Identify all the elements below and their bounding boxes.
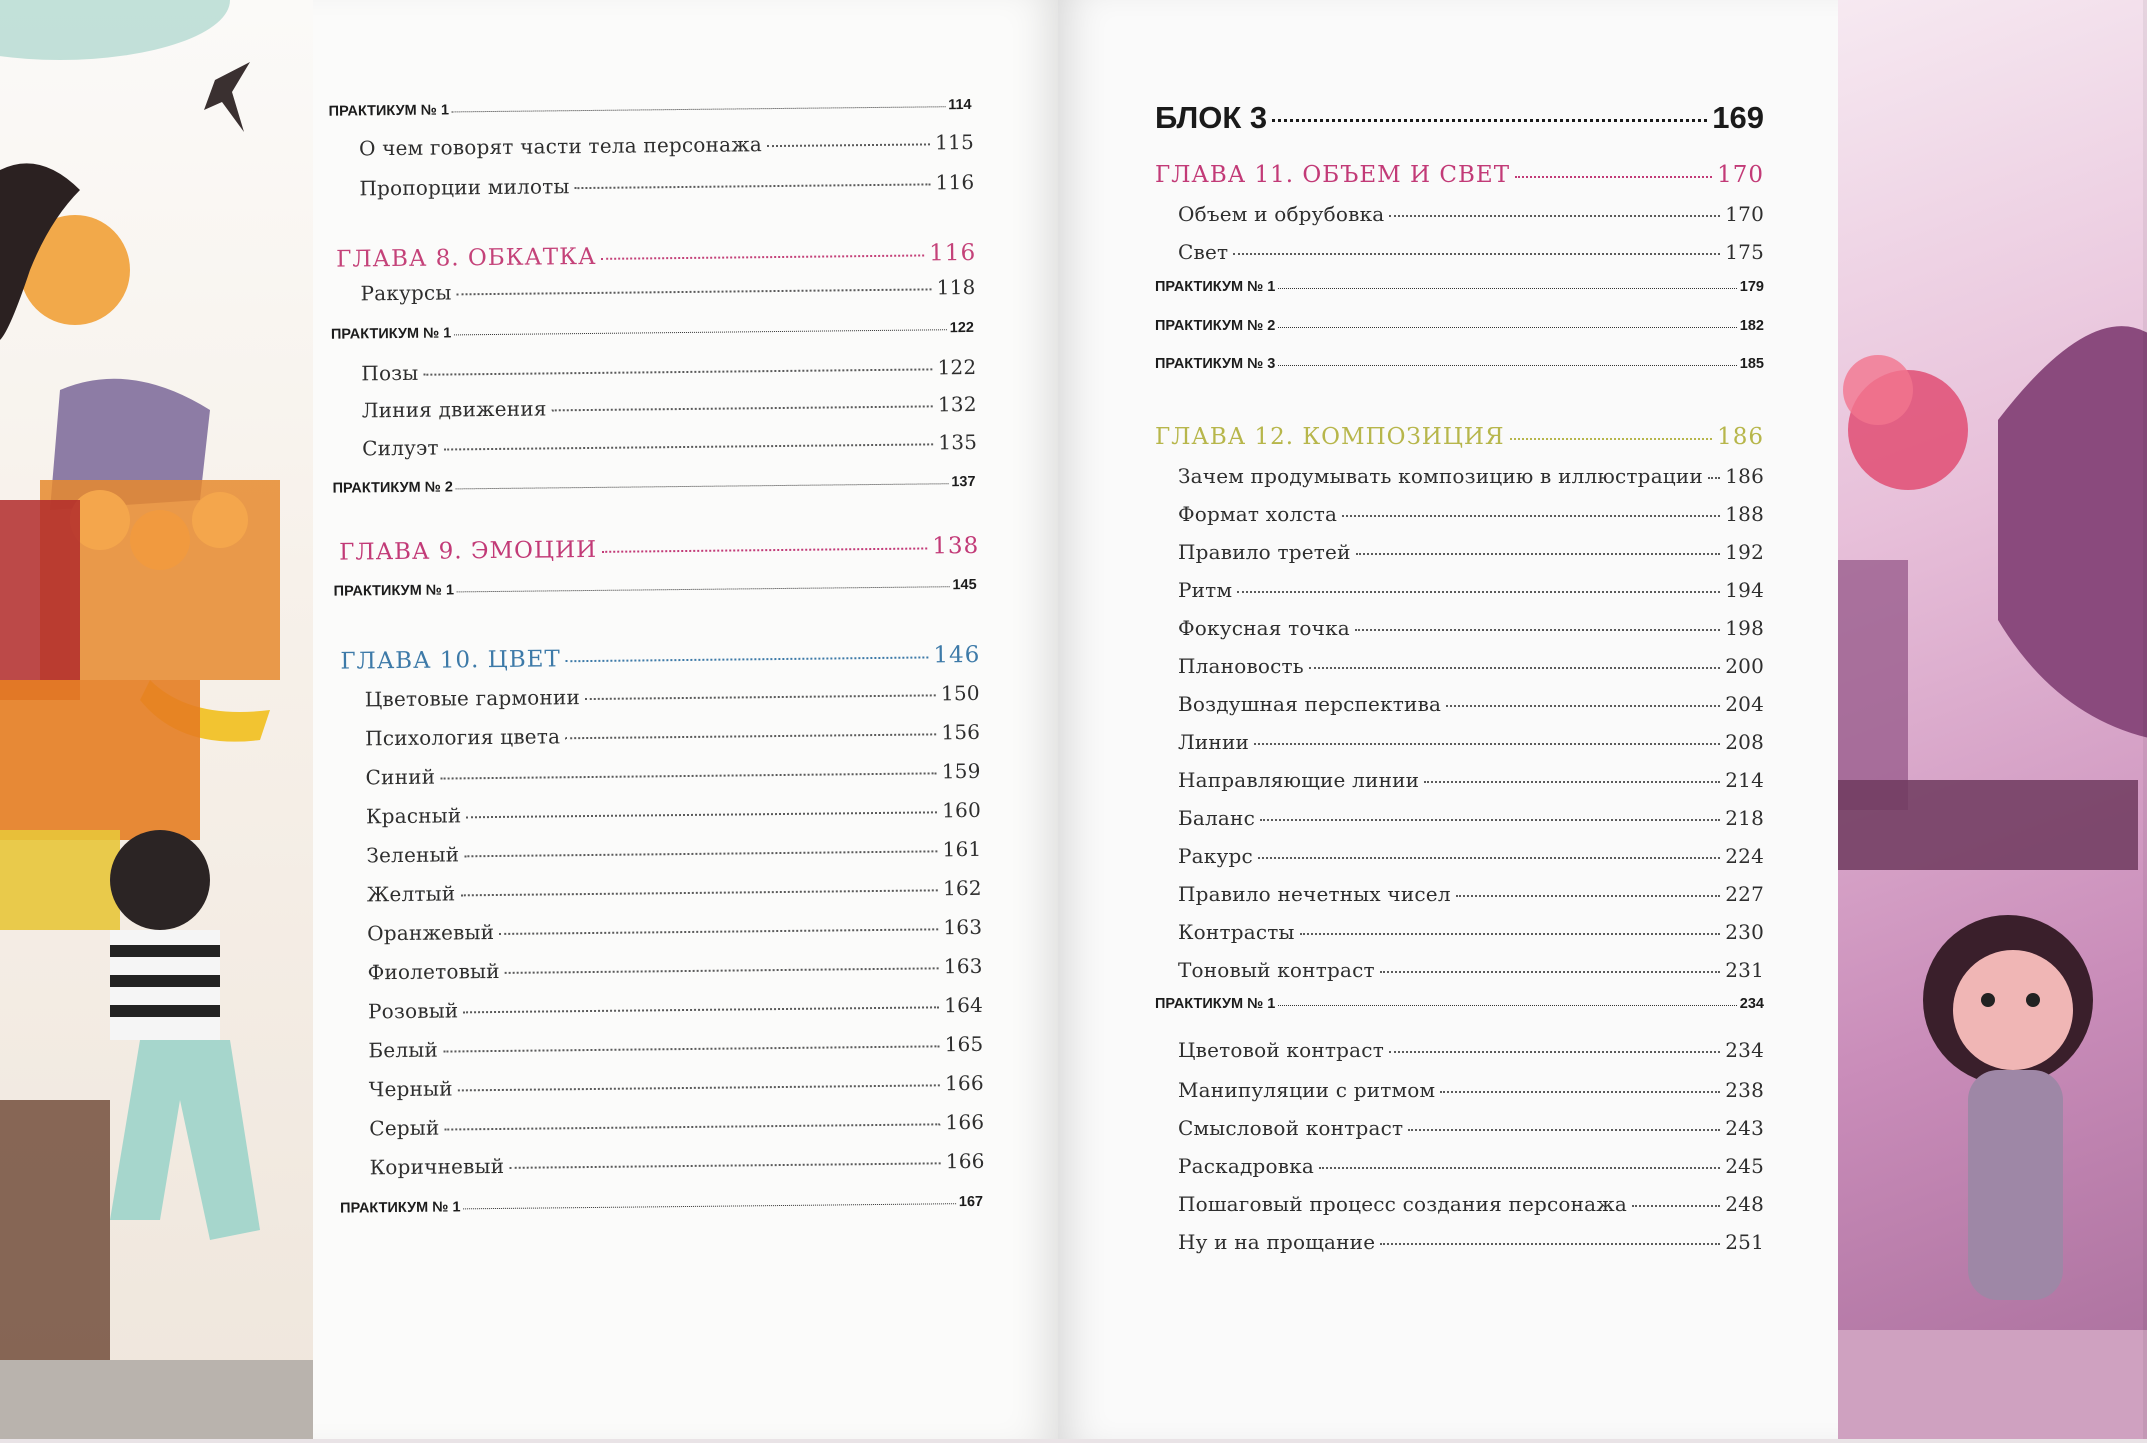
right-toc-entry-row	[1178, 730, 1764, 754]
page-number: 198	[1725, 616, 1764, 640]
dot-leader	[452, 106, 945, 112]
page-number: 204	[1725, 692, 1764, 716]
entry-title: Контрасты	[1178, 920, 1295, 944]
prakt-title: ПРАКТИКУМ № 1	[1155, 996, 1276, 1012]
dot-leader	[444, 1123, 940, 1130]
right-toc-entry-row	[1178, 882, 1764, 906]
entry-title: Фиолетовый	[367, 958, 500, 985]
right-toc-entry-row	[1178, 1038, 1764, 1062]
entry-title: Линии	[1178, 730, 1250, 754]
right-toc-entry-row	[1178, 578, 1764, 602]
dot-leader	[440, 772, 937, 779]
entry-title: Синий	[365, 764, 436, 790]
page-number: 218	[1725, 806, 1764, 830]
page-number: 179	[1739, 279, 1764, 295]
dot-leader	[1708, 477, 1720, 479]
page-number: 194	[1725, 578, 1764, 602]
dot-leader	[1278, 288, 1736, 289]
page-number: 186	[1725, 464, 1764, 488]
entry-title: Цветовые гармонии	[364, 685, 581, 712]
right-toc-prakt-row	[1155, 356, 1764, 372]
entry-title: Белый	[368, 1037, 439, 1063]
entry-title: Баланс	[1178, 806, 1255, 830]
page-number: 185	[1739, 356, 1764, 372]
entry-title: Линия движения	[361, 396, 547, 423]
left-toc-entry-row	[367, 915, 982, 945]
left-toc-prakt-row	[329, 97, 972, 120]
entry-title: Пошаговый процесс создания персонажа	[1178, 1192, 1628, 1216]
entry-title: Манипуляции с ритмом	[1178, 1078, 1436, 1102]
page-number: 115	[935, 129, 975, 155]
left-toc-prakt-row	[331, 320, 974, 343]
dot-leader	[1319, 1167, 1720, 1169]
entry-title: Черный	[368, 1076, 453, 1102]
left-illustration	[0, 0, 322, 1439]
dot-leader	[456, 483, 948, 489]
right-toc-entry-row	[1178, 920, 1764, 944]
dot-leader	[601, 254, 924, 259]
dot-leader	[1278, 365, 1736, 366]
left-toc-entry-row	[368, 954, 983, 984]
right-toc-entry-row	[1178, 540, 1764, 564]
dot-leader	[463, 1006, 939, 1013]
right-toc-entry-row	[1178, 616, 1764, 640]
entry-title: Объем и обрубовка	[1178, 202, 1385, 226]
page-number: 167	[958, 1193, 984, 1211]
chapter-title: ГЛАВА 12. КОМПОЗИЦИЯ	[1155, 424, 1505, 450]
right-toc-entry-row	[1178, 1192, 1764, 1216]
left-toc-entry-row	[365, 759, 980, 789]
entry-title: Формат холста	[1178, 502, 1338, 526]
left-toc-entry-row	[367, 876, 982, 906]
chapter-title: ГЛАВА 8. ОБКАТКА	[336, 243, 597, 273]
dot-leader	[457, 288, 932, 295]
entry-title: Психология цвета	[365, 724, 561, 751]
left-toc-entry-row	[365, 681, 980, 711]
entry-title: Позы	[361, 360, 419, 386]
left-page	[313, 0, 1058, 1439]
dot-leader	[767, 143, 930, 147]
dot-leader	[552, 405, 933, 411]
left-toc-entry-row	[366, 798, 981, 828]
dot-leader	[454, 329, 946, 335]
chapter-title: ГЛАВА 11. ОБЪЕМ И СВЕТ	[1155, 162, 1511, 188]
entry-title: Ну и на прощание	[1178, 1230, 1376, 1254]
right-toc-block-row	[1155, 100, 1764, 136]
dot-leader	[1380, 1243, 1720, 1245]
entry-title: Ракурс	[1178, 844, 1253, 868]
page-number: 164	[944, 992, 984, 1018]
market-scene-illustration	[0, 0, 322, 1439]
left-toc-entry-row	[368, 1032, 983, 1062]
right-illustration	[1838, 0, 2147, 1439]
right-toc-entry-row	[1178, 768, 1764, 792]
dot-leader	[1278, 327, 1736, 328]
dot-leader	[1278, 1005, 1736, 1006]
dot-leader	[1424, 781, 1720, 783]
page-number: 230	[1725, 920, 1764, 944]
right-page	[1058, 0, 1838, 1439]
dot-leader	[566, 656, 929, 662]
page-number: 238	[1725, 1078, 1764, 1102]
left-toc-entry-row	[365, 720, 980, 750]
page-number: 169	[1712, 100, 1764, 135]
dot-leader	[1309, 667, 1720, 669]
page-number: 166	[945, 1148, 985, 1174]
left-toc-entry-row	[359, 130, 974, 160]
girl-with-umbrella-illustration	[1838, 0, 2147, 1439]
right-toc-entry-row	[1178, 502, 1764, 526]
dot-leader	[443, 1045, 940, 1052]
dot-leader	[505, 967, 939, 974]
page-number: 188	[1725, 502, 1764, 526]
page-number: 165	[944, 1031, 984, 1057]
left-toc-entry-row	[370, 1149, 985, 1179]
left-toc-entry-row	[359, 170, 974, 200]
left-toc-entry-row	[366, 837, 981, 867]
page-number: 132	[937, 391, 977, 417]
entry-title: Розовый	[367, 998, 459, 1024]
page-number: 234	[1725, 1038, 1764, 1062]
page-number: 135	[938, 429, 978, 455]
page-number: 170	[1725, 202, 1764, 226]
page-number: 234	[1739, 996, 1764, 1012]
page-number: 116	[935, 169, 975, 195]
dot-leader	[565, 733, 936, 739]
page-number: 160	[942, 797, 982, 823]
page-number: 159	[941, 758, 981, 784]
page-number: 170	[1717, 162, 1764, 188]
right-toc-chapter-row	[1155, 424, 1764, 450]
right-toc-entry-row	[1178, 692, 1764, 716]
left-toc-prakt-row	[340, 1194, 983, 1217]
page-number: 161	[942, 836, 982, 862]
dot-leader	[464, 850, 937, 857]
left-toc-entry-row	[362, 392, 977, 422]
left-toc-entry-row	[369, 1110, 984, 1140]
page-number: 150	[940, 680, 980, 706]
block-title: БЛОК 3	[1155, 100, 1268, 135]
page-number: 166	[944, 1070, 984, 1096]
page-number: 116	[929, 239, 977, 267]
dot-leader	[423, 368, 932, 375]
page-number: 245	[1725, 1154, 1764, 1178]
entry-title: Плановость	[1178, 654, 1304, 678]
dot-leader	[1258, 857, 1720, 859]
right-toc-entry-row	[1178, 1078, 1764, 1102]
page-number: 138	[932, 532, 980, 560]
dot-leader	[602, 547, 927, 552]
left-toc-entry-row	[368, 993, 983, 1023]
right-toc-prakt-row	[1155, 996, 1764, 1012]
page-number: 231	[1725, 958, 1764, 982]
right-toc-entry-row	[1178, 958, 1764, 982]
dot-leader	[1389, 1051, 1720, 1053]
prakt-title: ПРАКТИКУМ № 2	[332, 479, 454, 497]
dot-leader	[1233, 253, 1720, 255]
page-number: 122	[937, 354, 977, 380]
dot-leader	[1515, 176, 1712, 178]
dot-leader	[463, 1203, 955, 1209]
page-number: 122	[949, 319, 974, 337]
right-toc-entry-row	[1178, 202, 1764, 226]
dot-leader	[499, 928, 938, 935]
prakt-title: ПРАКТИКУМ № 1	[330, 325, 452, 343]
page-number: 145	[952, 576, 977, 594]
dot-leader	[1356, 553, 1721, 555]
dot-leader	[1272, 119, 1707, 122]
page-number: 243	[1725, 1116, 1764, 1140]
entry-title: Пропорции милоты	[359, 174, 570, 201]
page-number: 163	[943, 953, 983, 979]
page-number: 146	[933, 641, 981, 669]
dot-leader	[1632, 1205, 1720, 1207]
entry-title: Цветовой контраст	[1178, 1038, 1384, 1062]
chapter-title: ГЛАВА 10. ЦВЕТ	[340, 646, 561, 675]
dot-leader	[1260, 819, 1720, 821]
dot-leader	[1300, 933, 1721, 935]
left-toc-chapter-row	[340, 642, 980, 675]
right-toc-prakt-row	[1155, 318, 1764, 334]
page-number: 118	[936, 274, 976, 300]
page-number: 227	[1725, 882, 1764, 906]
prakt-title: ПРАКТИКУМ № 3	[1155, 356, 1276, 372]
page-number: 248	[1725, 1192, 1764, 1216]
dot-leader	[1254, 743, 1720, 745]
left-toc-prakt-row	[332, 474, 975, 497]
chapter-title: ГЛАВА 9. ЭМОЦИИ	[339, 536, 598, 566]
page-number: 186	[1717, 424, 1764, 450]
page-number: 162	[942, 875, 982, 901]
page-number: 208	[1725, 730, 1764, 754]
dot-leader	[1456, 895, 1720, 897]
bird-icon	[204, 62, 250, 132]
left-toc-chapter-row	[339, 533, 979, 566]
entry-title: Коричневый	[369, 1153, 505, 1180]
entry-title: О чем говорят части тела персонажа	[358, 132, 763, 161]
right-toc-entry-row	[1178, 464, 1764, 488]
page-number: 114	[948, 96, 972, 114]
right-toc-entry-row	[1178, 844, 1764, 868]
dot-leader	[1446, 705, 1720, 707]
right-toc-entry-row	[1178, 240, 1764, 264]
page-number: 251	[1725, 1230, 1764, 1254]
entry-title: Силуэт	[362, 435, 439, 461]
left-toc-entry-row	[361, 355, 976, 385]
entry-title: Правило нечетных чисел	[1178, 882, 1451, 906]
entry-title: Желтый	[366, 881, 456, 907]
dot-leader	[457, 586, 949, 592]
left-toc-entry-row	[369, 1071, 984, 1101]
entry-title: Свет	[1178, 240, 1229, 264]
entry-title: Раскадровка	[1178, 1154, 1315, 1178]
right-toc-entry-row	[1178, 1230, 1764, 1254]
dot-leader	[1389, 215, 1720, 217]
page-number: 214	[1725, 768, 1764, 792]
entry-title: Зеленый	[366, 842, 460, 868]
prakt-title: ПРАКТИКУМ № 2	[1155, 318, 1276, 334]
left-toc-chapter-row	[336, 240, 976, 273]
entry-title: Фокусная точка	[1178, 616, 1350, 640]
entry-title: Тоновый контраст	[1178, 958, 1375, 982]
prakt-title: ПРАКТИКУМ № 1	[328, 102, 450, 120]
dot-leader	[575, 183, 931, 189]
dot-leader	[1510, 438, 1713, 440]
page-number: 166	[945, 1109, 985, 1135]
entry-title: Смысловой контраст	[1178, 1116, 1404, 1140]
right-toc-chapter-row	[1155, 162, 1764, 188]
entry-title: Зачем продумывать композицию в иллюстрации	[1178, 464, 1703, 488]
right-toc-entry-row	[1178, 1116, 1764, 1140]
dot-leader	[585, 694, 936, 700]
entry-title: Ритм	[1178, 578, 1233, 602]
prakt-title: ПРАКТИКУМ № 1	[333, 582, 455, 600]
entry-title: Ракурсы	[360, 280, 452, 306]
prakt-title: ПРАКТИКУМ № 1	[340, 1199, 461, 1217]
left-toc-entry-row	[360, 275, 975, 305]
left-toc	[305, 0, 1065, 1443]
entry-title: Оранжевый	[367, 920, 495, 946]
right-toc-entry-row	[1178, 1154, 1764, 1178]
page-number: 192	[1725, 540, 1764, 564]
page-number: 156	[941, 719, 981, 745]
page-number: 163	[943, 914, 983, 940]
dot-leader	[460, 889, 938, 896]
dot-leader	[444, 443, 934, 450]
page-number: 182	[1739, 318, 1764, 334]
right-toc-entry-row	[1178, 806, 1764, 830]
entry-title: Серый	[369, 1115, 440, 1141]
page-number: 137	[951, 473, 976, 491]
dot-leader	[1237, 591, 1720, 593]
dot-leader	[1408, 1129, 1720, 1131]
left-toc-prakt-row	[334, 577, 977, 600]
page-number: 224	[1725, 844, 1764, 868]
right-toc-prakt-row	[1155, 279, 1764, 295]
dot-leader	[1380, 971, 1720, 973]
entry-title: Направляющие линии	[1178, 768, 1420, 792]
dot-leader	[1342, 515, 1720, 517]
prakt-title: ПРАКТИКУМ № 1	[1155, 279, 1276, 295]
dot-leader	[458, 1084, 940, 1091]
dot-leader	[1355, 629, 1720, 631]
entry-title: Воздушная перспектива	[1178, 692, 1442, 716]
entry-title: Правило третей	[1178, 540, 1351, 564]
left-toc-entry-row	[362, 430, 977, 460]
entry-title: Красный	[365, 803, 462, 829]
dot-leader	[1440, 1091, 1720, 1093]
page-number: 200	[1725, 654, 1764, 678]
dot-leader	[509, 1162, 941, 1169]
right-toc-entry-row	[1178, 654, 1764, 678]
dot-leader	[466, 811, 937, 818]
page-number: 175	[1725, 240, 1764, 264]
